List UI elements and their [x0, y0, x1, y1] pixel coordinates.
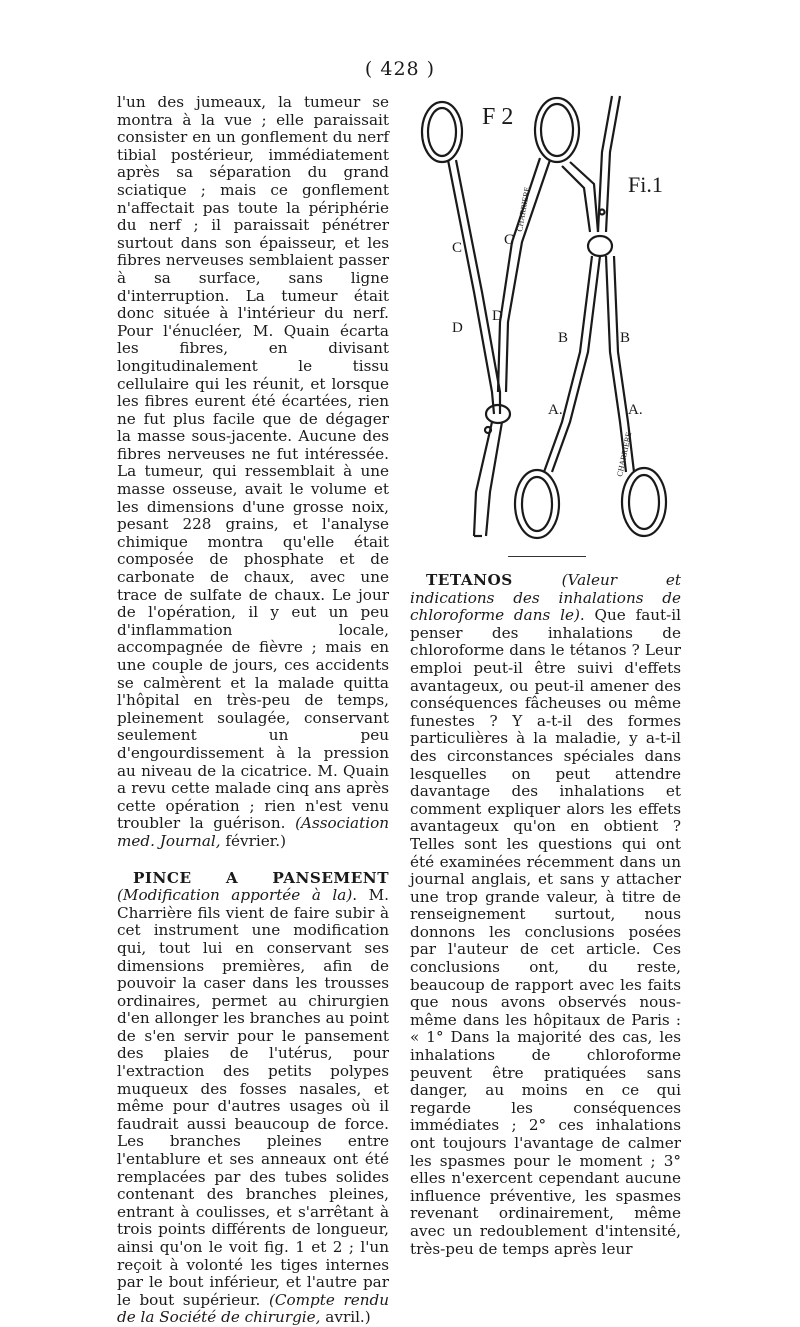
- fig1-label: Fi.1: [628, 172, 663, 197]
- engraving-charriere-bottom: CHARRIERE: [615, 431, 634, 478]
- label-b-left: B: [558, 330, 569, 346]
- fig2-jaw-left: [474, 422, 492, 536]
- tumor-case-text: l'un des jumeaux, la tumeur se montra à la vue ; elle paraissait consister en un gonflement du nerf tibial postérieur, immédiatement après sa séparation du grand sciatique ; mais ce gonflement n'affectait pas toute la périphérie du nerf ; il paraissait pénétrer surtout dans son épaisseur, et les fibres nerveuses semblaient passer à sa surface, sans ligne d'interruption. La tumeur était donc située à l'intérieur du nerf. Pour l'énucléer, M. Quain écarta les fibres, en divisant longitudinalement le tissu cellulaire qui les réunit, et lorsque les fibres eurent été écartées, rien ne fut plus facile que de dégager la masse sous-jacente. Aucune des fibres nerveuses ne fut intéressée. La tumeur, qui ressemblait à une masse osseuse, avait le volume et les dimensions d'une grosse noix, pesant 228 grains, et l'analyse chimique montra qu'elle était composée de phosphate et de carbonate de chaux, avec une trace de sulfate de chaux. Le jour de l'opération, il y eut un peu d'inflammation locale, accompagnée de fièvre ; mais en une couple de jours, ces accidents se calmèrent et la malade quitta l'hôpital en très-peu de temps, pleinement soulagée, conservant seulement un peu d'engourdissement à la pression au niveau de la cicatrice. M. Quain a revu cette malade cinq ans après cette opération ; rien n'est venu troubler la guérison.: [117, 93, 389, 833]
- tetanos-body: . Que faut-il penser des inhalations de chloroforme dans le tétanos ? Leur emploi peut-il être suivi d'effets avantageux, ou peut-il amener des conséquences fâcheuses ou même funestes ? Y a-t-il des formes particulières à la maladie, y a-t-il des circonstances spéciales dans lesquelles on peut attendre davantage des inhalations et comment expliquer alors les effets avantageux qu'on en obtient ? Telles sont les questions qui ont été examinées récemment dans un journal anglais, et sans y attacher une trop grande valeur, à titre de renseignement surtout, nous donnons les conclusions posées par l'auteur de cet article. Ces conclusions ont, du reste, beaucoup de rapport avec les faits que nous avons observés nous-même dans les hôpitaux de Paris : « 1° Dans la majorité des cas, les inhalations de chloroforme peuvent être pratiquées sans danger, au moins en ce qui regarde les conséquences immédiates ; 2° ces inhalations ont toujours l'avantage de calmer les spasmes pour le moment ; 3° elles n'exercent cependant aucune influence préventive, les spasmes revenant ordinairement, même avec un redoublement d'intensité, très-peu de temps après leur: [410, 606, 681, 1258]
- label-a-left: A.: [548, 402, 563, 418]
- page-number: ( 428 ): [364, 58, 436, 80]
- section-divider: [508, 556, 586, 557]
- fig2-branch-left: [448, 160, 494, 414]
- tetanos-subheading: (Valeur et indications des inhalations de chloroforme dans le): [410, 571, 681, 625]
- tetanos-article: [410, 572, 681, 1258]
- tumor-case-source-end: février.): [220, 831, 287, 850]
- tumor-case-source: (Association med. Journal,: [117, 814, 389, 850]
- tetanos-heading: TETANOS: [426, 571, 513, 589]
- pince-body: . M. Charrière fils vient de faire subir à cet instrument une modification qui, tout lui en conservant ses dimensions premières, afin de pouvoir la caser dans les trousses ordinaires, permet au chirurgien d'en allonger les branches au point de s'en servir pour le pansement des plaies de l'utérus, pour l'extraction des petits polypes muqueux des fosses nasales, et même pour d'autres usages où il faudrait aussi beaucoup de force. Les branches pleines entre l'entablure et ses anneaux ont été remplacées par des tubes solides contenant des branches pleines, entrant à coulisses, et s'arrêtant à trois points différents de longueur, ainsi qu'on le voit fig. 1 et 2 ; l'un reçoit à volonté les tiges internes par le bout inférieur, et l'autre par le bout supérieur.: [117, 886, 389, 1309]
- engraving-charriere-top: CHARRIERE: [515, 186, 532, 233]
- pince-article: [117, 870, 389, 1327]
- fig2-branch-right: [498, 158, 540, 392]
- fig2-ring-right-inner: [541, 104, 573, 156]
- pince-source-end: avril.): [320, 1308, 371, 1327]
- right-column: [410, 572, 681, 1258]
- pince-source: (Compte rendu de la Société de chirurgie,: [117, 1290, 389, 1327]
- fig2-label: F 2: [482, 104, 514, 130]
- fig1-ring-right-inner: [629, 475, 659, 529]
- left-column: [117, 94, 389, 1327]
- label-d-left: D: [452, 320, 463, 336]
- label-c-left: C: [452, 240, 463, 256]
- fig1-ring-left-inner: [522, 477, 552, 531]
- fig2-joint: [486, 405, 510, 423]
- tumor-case-paragraph: [117, 94, 389, 851]
- pince-heading: PINCE A PANSEMENT: [133, 868, 389, 887]
- fig1-joint: [588, 236, 612, 256]
- fig2-ring-left-inner: [428, 108, 456, 156]
- label-a-right: A.: [628, 402, 643, 418]
- forceps-engraving: [412, 92, 682, 552]
- forceps-illustration: [412, 92, 682, 552]
- label-c-mid: C: [504, 232, 515, 248]
- pince-subheading: (Modification apportée à la): [117, 886, 353, 905]
- label-d-mid: D: [492, 308, 503, 324]
- label-b-right: B: [620, 330, 631, 346]
